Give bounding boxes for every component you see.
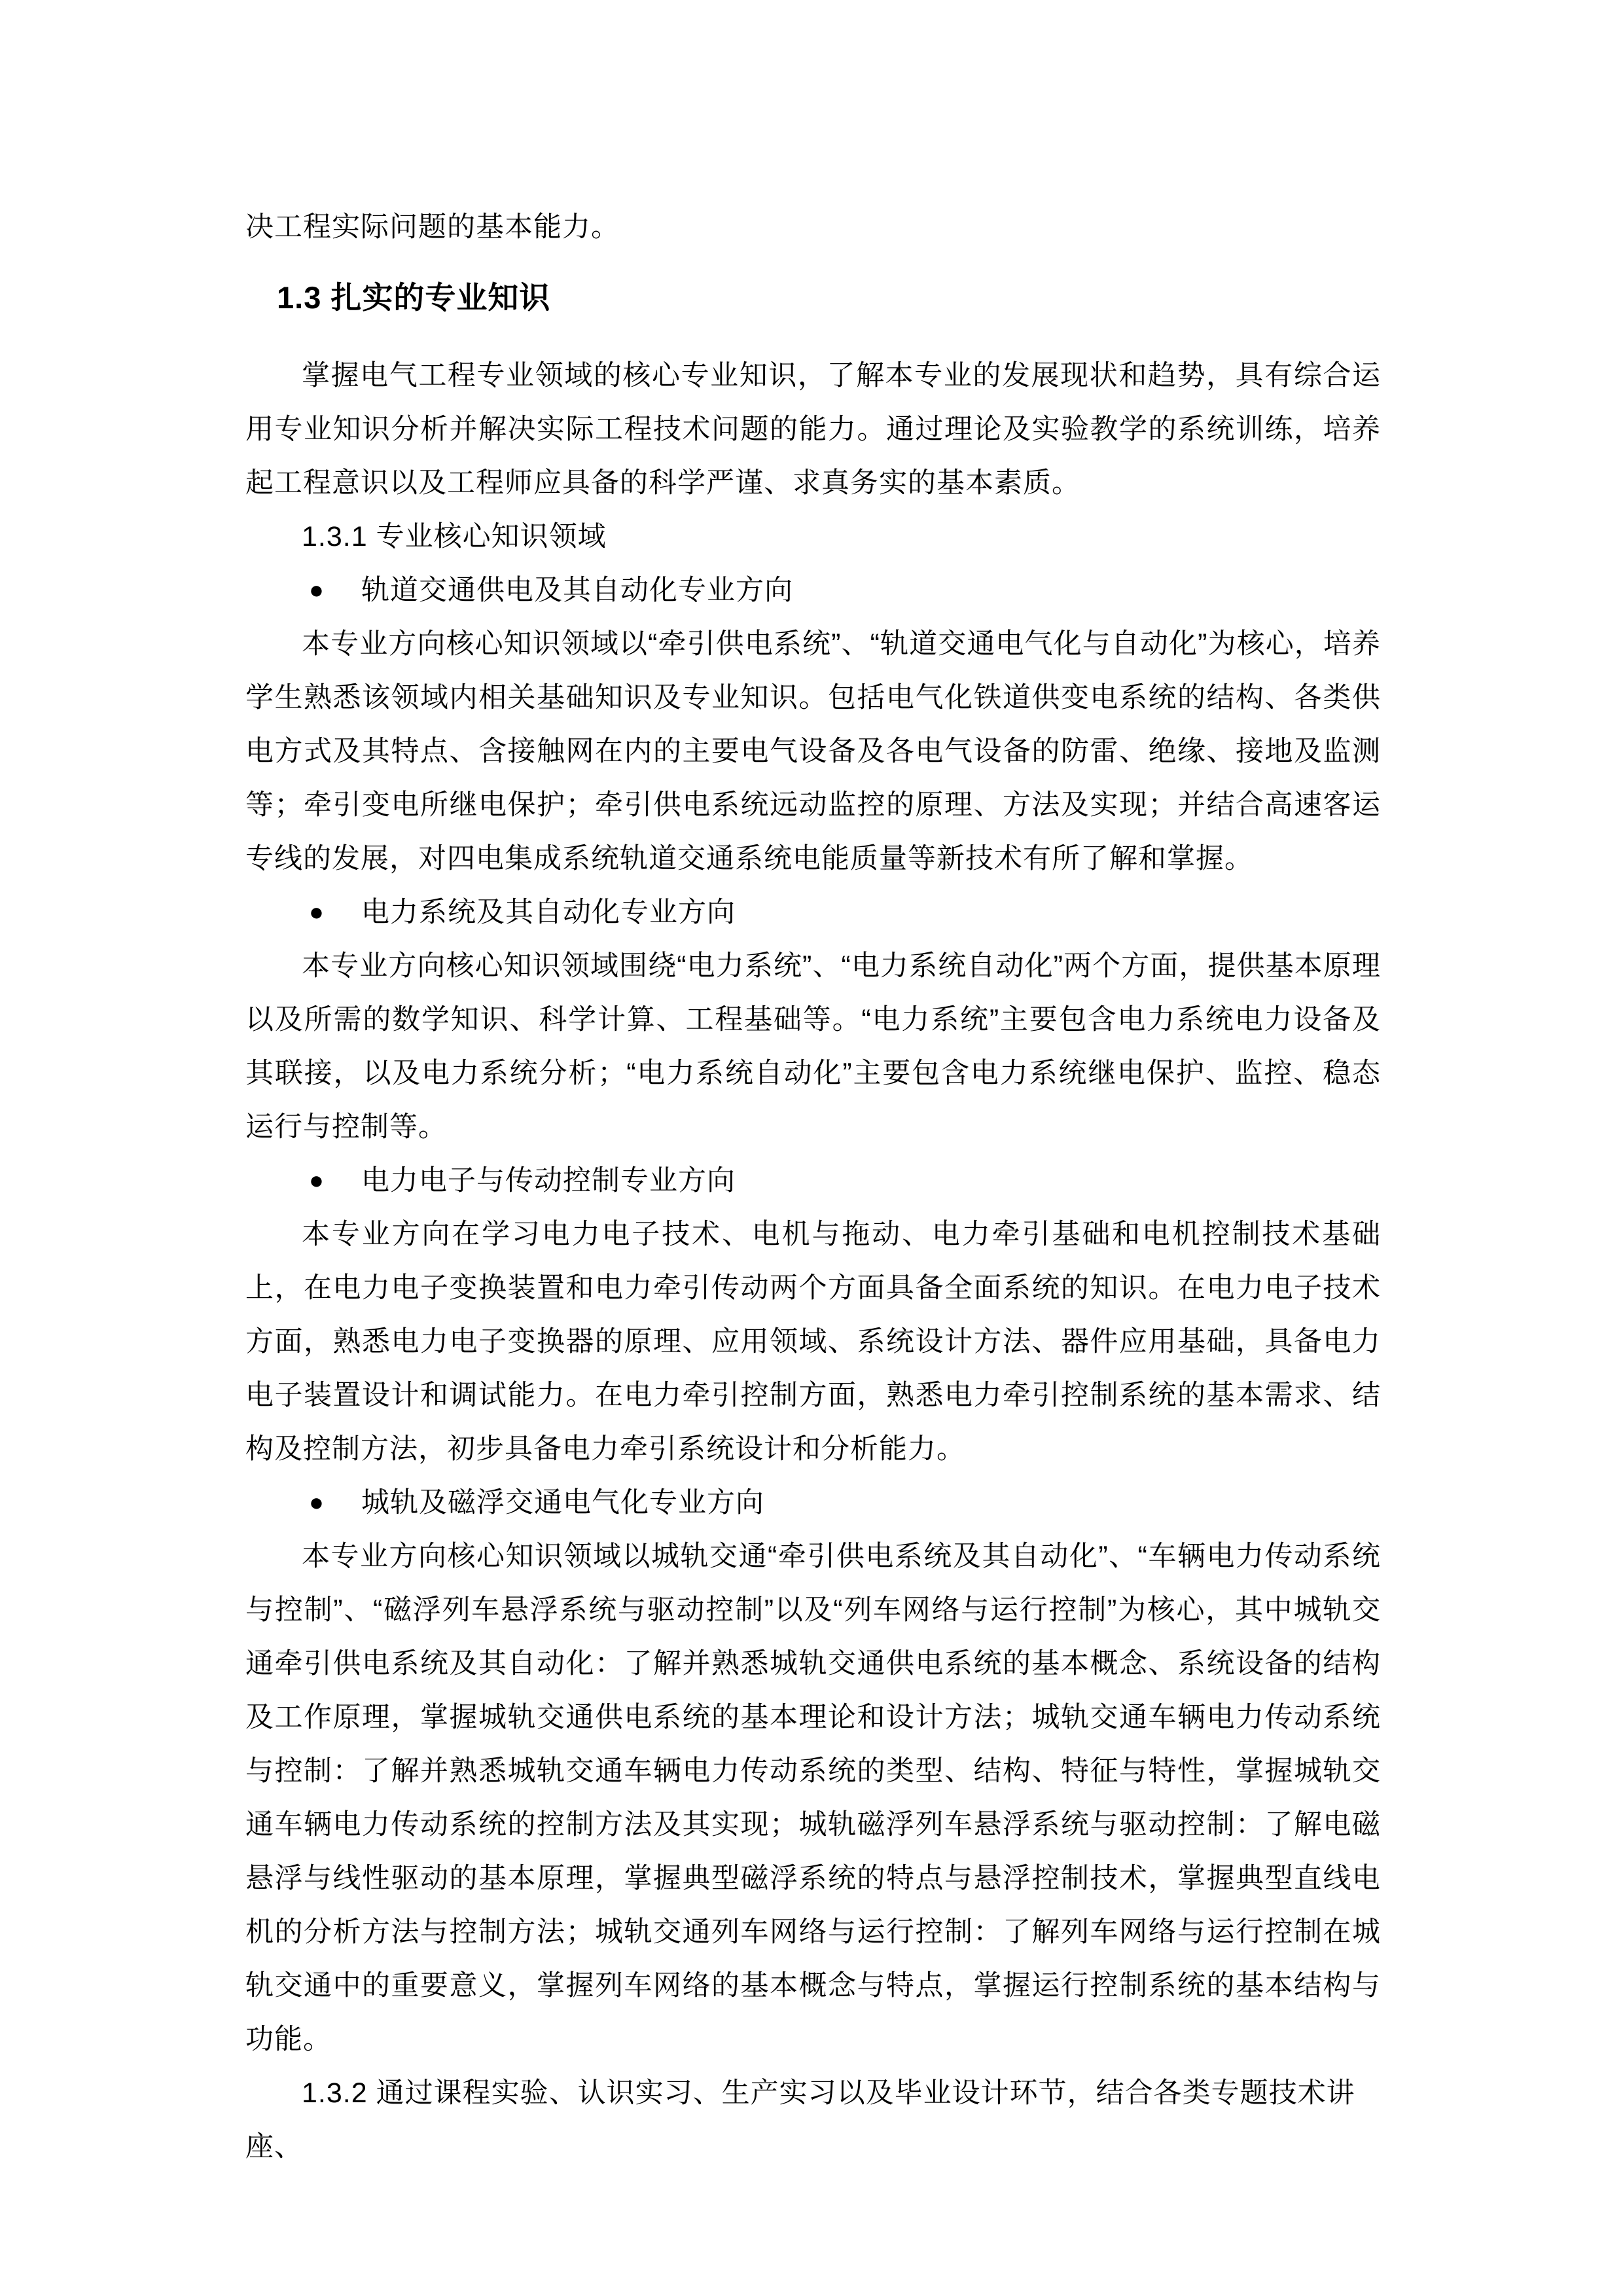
bullet-item-power-electronics-drive-control	[245, 1154, 1381, 1208]
direction-body-rail-transit-power-supply: 本专业方向核心知识领域以“牵引供电系统”、“轨道交通电气化与自动化”为核心，培养学生熟悉该领域内相关基础知识及专业知识。包括电气化铁道供变电系统的结构、各类供电方式及其特点、含接触网在内的主要电气设备及各电气设备的防雷、绝缘、接地及监测等；牵引变电所继电保护；牵引供电系统远动监控的原理、方法及实现；并结合高速客运专线的发展，对四电集成系统轨道交通系统电能质量等新技术有所了解和掌握。	[245, 628, 1381, 874]
direction-title: 电力系统及其自动化专业方向	[361, 897, 736, 928]
section-heading-1-3: 1.3 扎实的专业知识	[277, 280, 551, 315]
bullet-item-urban-rail-maglev-electrification	[245, 1476, 1381, 1530]
bullet-icon: ●	[309, 899, 325, 926]
direction-body-urban-rail-maglev-electrification: 本专业方向核心知识领域以城轨交通“牵引供电系统及其自动化”、“车辆电力传动系统与控制”、“磁浮列车悬浮系统与驱动控制”以及“列车网络与运行控制”为核心，其中城轨交通牵引供电系统及其自动化：了解并熟悉城轨交通供电系统的基本概念、系统设备的结构及工作原理，掌握城轨交通供电系统的基本理论和设计方法；城轨交通车辆电力传动系统与控制：了解并熟悉城轨交通车辆电力传动系统的类型、结构、特征与特性，掌握城轨交通车辆电力传动系统的控制方法及其实现；城轨磁浮列车悬浮系统与驱动控制：了解电磁悬浮与线性驱动的基本原理，掌握典型磁浮系统的特点与悬浮控制技术，掌握典型直线电机的分析方法与控制方法；城轨交通列车网络与运行控制：了解列车网络与运行控制在城轨交通中的重要意义，掌握列车网络的基本概念与特点，掌握运行控制系统的基本结构与功能。	[245, 1541, 1381, 2055]
bullet-icon: ●	[309, 1489, 325, 1516]
bullet-icon: ●	[309, 1167, 325, 1194]
intro-paragraph: 掌握电气工程专业领域的核心专业知识，了解本专业的发展现状和趋势，具有综合运用专业知识分析并解决实际工程技术问题的能力。通过理论及实验教学的系统训练，培养起工程意识以及工程师应具备的科学严谨、求真务实的基本素质。	[245, 360, 1381, 499]
subsection-1-3-2-line: 1.3.2 通过课程实验、认识实习、生产实习以及毕业设计环节，结合各类专题技术讲座、	[245, 2077, 1355, 2162]
direction-title: 城轨及磁浮交通电气化专业方向	[361, 1487, 764, 1518]
continuation-paragraph: 决工程实际问题的基本能力。	[245, 211, 620, 243]
direction-title: 轨道交通供电及其自动化专业方向	[361, 575, 793, 606]
direction-body-power-system-automation: 本专业方向核心知识领域围绕“电力系统”、“电力系统自动化”两个方面，提供基本原理以及所需的数学知识、科学计算、工程基础等。“电力系统”主要包含电力系统电力设备及其联接，以及电力系统分析；“电力系统自动化”主要包含电力系统继电保护、监控、稳态运行与控制等。	[245, 950, 1381, 1143]
direction-body-power-electronics-drive-control: 本专业方向在学习电力电子技术、电机与拖动、电力牵引基础和电机控制技术基础上，在电力电子变换装置和电力牵引传动两个方面具备全面系统的知识。在电力电子技术方面，熟悉电力电子变换器的原理、应用领域、系统设计方法、器件应用基础，具备电力电子装置设计和调试能力。在电力牵引控制方面，熟悉电力牵引控制系统的基本需求、结构及控制方法，初步具备电力牵引系统设计和分析能力。	[245, 1219, 1381, 1465]
bullet-item-power-system-automation	[245, 886, 1381, 939]
direction-title: 电力电子与传动控制专业方向	[361, 1165, 736, 1196]
bullet-item-rail-transit-power-supply	[245, 564, 1381, 617]
subsection-1-3-1-heading: 1.3.1 专业核心知识领域	[302, 521, 607, 552]
bullet-icon: ●	[309, 577, 325, 604]
